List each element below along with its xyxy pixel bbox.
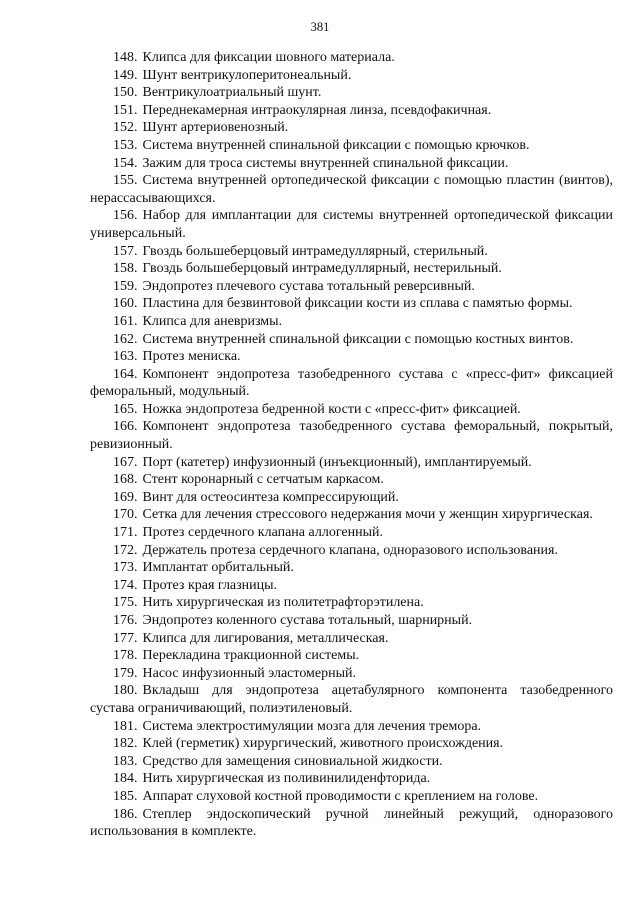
list-item [90, 418, 613, 453]
list-item [90, 577, 613, 595]
list-item [90, 630, 613, 648]
list-item [90, 84, 613, 102]
item-text: Переднекамерная интраокулярная линза, псевдофакичная. [142, 102, 492, 118]
item-number: 180. [113, 683, 138, 699]
item-text: Пластина для безвинтовой фиксации кости из сплава с памятью формы. [142, 296, 573, 312]
item-number: 165. [113, 401, 138, 417]
list-item [90, 366, 613, 401]
item-text: Гвоздь большеберцовый интрамедуллярный, стерильный. [142, 243, 488, 259]
list-item [90, 331, 613, 349]
item-text: Система внутренней спинальной фиксации с помощью костных винтов. [142, 331, 574, 347]
list-item [90, 278, 613, 296]
list-item [90, 665, 613, 683]
list-item [90, 49, 613, 67]
list-item [90, 67, 613, 85]
list-item [90, 718, 613, 736]
item-text: Эндопротез коленного сустава тотальный, шарнирный. [142, 613, 473, 628]
item-number: 153. [113, 137, 138, 153]
list-item [90, 401, 613, 419]
list-item [90, 806, 613, 841]
list-item [90, 753, 613, 771]
item-text: Средство для замещения синовиальной жидкости. [142, 753, 443, 769]
list-item [90, 682, 613, 717]
item-number: 181. [113, 718, 138, 734]
item-number: 177. [113, 630, 138, 646]
item-text: Держатель протеза сердечного клапана, одноразового использования. [142, 542, 558, 558]
item-number: 176. [113, 613, 138, 628]
item-text: Гвоздь большеберцовый интрамедуллярный, нестерильный. [142, 261, 502, 277]
item-text: Протез сердечного клапана аллогенный. [142, 525, 383, 541]
list-item [90, 770, 613, 788]
item-number: 186. [113, 806, 138, 822]
item-number: 152. [113, 120, 138, 136]
item-number: 163. [113, 349, 138, 365]
item-text: Компонент эндопротеза тазобедренного сустава феморальный, покрытый, ревизионный. [90, 419, 613, 453]
item-number: 166. [113, 419, 138, 435]
list-item [90, 155, 613, 173]
item-text: Вкладыш для эндопротеза ацетабулярного компонента тазобедренного сустава ограничивающий, полиэтиленовый. [90, 683, 613, 716]
item-number: 185. [113, 788, 138, 804]
item-number: 158. [113, 261, 138, 277]
item-text: Система внутренней ортопедической фиксации с помощью пластин (винтов), нерассасывающихся. [90, 173, 613, 206]
list-item [90, 647, 613, 665]
item-text: Нить хирургическая из политетрафторэтилена. [142, 595, 424, 611]
list-item [90, 348, 613, 366]
item-text: Стент коронарный с сетчатым каркасом. [142, 472, 384, 488]
item-text: Ножка эндопротеза бедренной кости с «пресс-фит» фиксацией. [142, 401, 521, 417]
list-item [90, 788, 613, 806]
item-text: Клипса для фиксации шовного материала. [142, 50, 395, 65]
list-item [90, 735, 613, 753]
item-number: 183. [113, 753, 138, 769]
item-text: Шунт артериовенозный. [142, 120, 289, 136]
item-number: 175. [113, 595, 138, 611]
item-text: Винт для остеосинтеза компрессирующий. [142, 489, 399, 505]
list-item [90, 471, 613, 489]
item-text: Система электростимуляции мозга для лечения тремора. [142, 718, 482, 734]
numbered-item-list [90, 49, 613, 841]
item-text: Компонент эндопротеза тазобедренного сустава с «пресс-фит» фиксацией феморальный, модульный. [90, 366, 613, 400]
list-item [90, 489, 613, 507]
item-number: 160. [113, 296, 138, 312]
list-item [90, 207, 613, 242]
item-text: Шунт вентрикулоперитонеальный. [142, 67, 352, 83]
item-number: 174. [113, 577, 138, 593]
item-text: Имплантат орбитальный. [142, 560, 294, 576]
item-number: 182. [113, 736, 138, 752]
item-number: 159. [113, 278, 138, 294]
item-text: Набор для имплантации для системы внутренней ортопедической фиксации универсальный. [90, 208, 613, 241]
list-item [90, 506, 613, 524]
item-text: Нить хирургическая из поливинилиденфторида. [142, 771, 431, 787]
item-number: 167. [113, 454, 138, 470]
item-number: 172. [113, 542, 138, 558]
item-number: 156. [113, 208, 138, 224]
list-item [90, 119, 613, 137]
list-item [90, 542, 613, 560]
item-text: Протез края глазницы. [142, 577, 278, 593]
item-text: Клей (герметик) хирургический, животного происхождения. [142, 736, 504, 752]
item-number: 168. [113, 472, 138, 488]
item-text: Степлер эндоскопический ручной линейный режущий, одноразового использования в комплекте. [90, 806, 613, 840]
list-item [90, 243, 613, 261]
item-text: Зажим для троса системы внутренней спинальной фиксации. [142, 155, 509, 171]
item-text: Клипса для лигирования, металлическая. [142, 630, 389, 646]
item-number: 178. [113, 648, 138, 664]
item-number: 173. [113, 560, 138, 576]
item-text: Порт (катетер) инфузионный (инъекционный), имплантируемый. [142, 454, 532, 470]
list-item [90, 172, 613, 207]
list-item [90, 454, 613, 472]
item-number: 155. [113, 173, 138, 189]
list-item [90, 559, 613, 577]
list-item [90, 313, 613, 331]
list-item [90, 612, 613, 630]
item-number: 162. [113, 331, 138, 347]
item-text: Вентрикулоатриальный шунт. [142, 85, 322, 101]
item-text: Перекладина тракционной системы. [142, 648, 360, 664]
item-text: Эндопротез плечевого сустава тотальный реверсивный. [142, 278, 475, 294]
item-number: 170. [113, 507, 138, 523]
item-number: 148. [113, 50, 138, 65]
item-number: 164. [113, 366, 138, 382]
page-number: 381 [310, 20, 330, 34]
item-number: 157. [113, 243, 138, 259]
item-text: Сетка для лечения стрессового недержания мочи у женщин хирургическая. [142, 507, 593, 523]
item-number: 184. [113, 771, 138, 787]
list-item [90, 524, 613, 542]
item-number: 179. [113, 665, 138, 681]
item-number: 150. [113, 85, 138, 101]
item-number: 171. [113, 525, 138, 541]
item-text: Система внутренней спинальной фиксации с помощью крючков. [142, 137, 530, 153]
list-item [90, 137, 613, 155]
item-text: Протез мениска. [142, 349, 241, 365]
item-text: Клипса для аневризмы. [142, 313, 283, 329]
list-item [90, 295, 613, 313]
item-number: 151. [113, 102, 138, 118]
list-item [90, 102, 613, 120]
item-number: 154. [113, 155, 138, 171]
list-item [90, 260, 613, 278]
item-number: 169. [113, 489, 138, 505]
item-number: 161. [113, 313, 138, 329]
list-item [90, 594, 613, 612]
item-number: 149. [113, 67, 138, 83]
item-text: Аппарат слуховой костной проводимости с креплением на голове. [142, 788, 539, 804]
item-text: Насос инфузионный эластомерный. [142, 665, 357, 681]
